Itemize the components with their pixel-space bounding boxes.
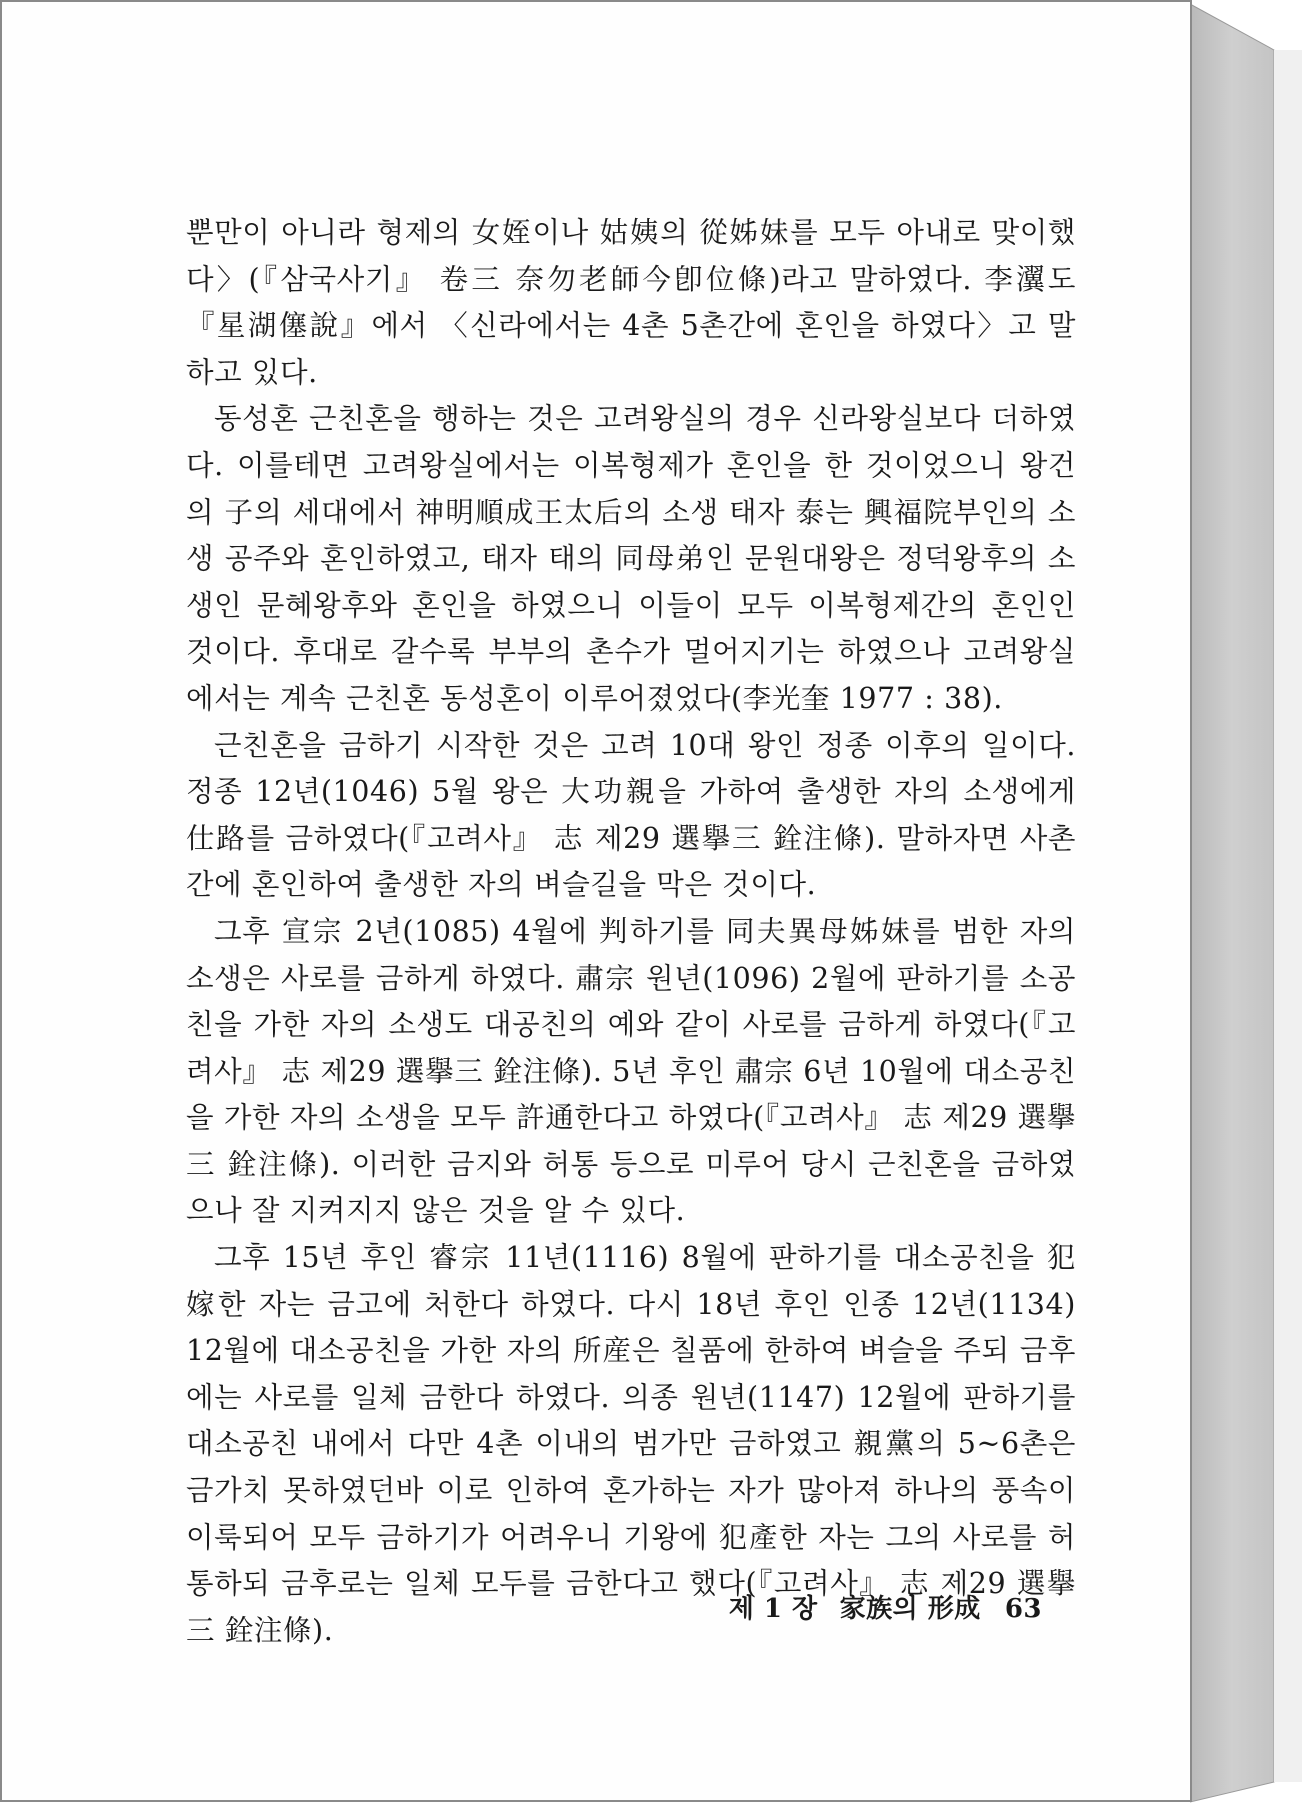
paragraph-1: 뿐만이 아니라 형제의 女姪이나 姑姨의 從姊妹를 모두 아내로 맞이했다〉(『삼국사기』 卷三 奈勿老師今卽位條)라고 말하였다. 李瀷도 『星湖僿說』에서 〈신라에서는 4촌 5촌간에 혼인을 하였다〉고 말하고 있다. <box>186 216 1076 389</box>
body-text <box>186 210 1076 1654</box>
paragraph-5: 그후 15년 후인 睿宗 11년(1116) 8월에 판하기를 대소공친을 犯嫁한 자는 금고에 처한다 하였다. 다시 18년 후인 인종 12년(1134) 12월에 대소공친을 가한 자의 所産은 칠품에 한하여 벼슬을 주되 금후에는 사로를 일체 금한다 하였다. 의종 원년(1147) 12월에 판하기를 대소공친 내에서 다만 4촌 이내의 범가만 금하였고 親黨의 5~6촌은 금가치 못하였던바 이로 인하여 혼가하는 자가 많아져 하나의 풍속이 이룩되어 모두 금하기가 어려우니 기왕에 犯產한 자는 그의 사로를 허통하되 금후로는 일체 모두를 금한다고 했다(『고려사』 志 제29 選擧三 銓注條). <box>186 1241 1076 1647</box>
book-side-edge <box>1190 0 1302 1806</box>
page-footer <box>729 1588 1042 1625</box>
chapter-title: 家族의 形成 <box>839 1594 981 1624</box>
paragraph-4: 그후 宣宗 2년(1085) 4월에 判하기를 同夫異母姊妹를 범한 자의 소생은 사로를 금하게 하였다. 肅宗 원년(1096) 2월에 판하기를 소공친을 가한 자의 소생도 대공친의 예와 같이 사로를 금하게 하였다(『고려사』 志 제29 選擧三 銓注條). 5년 후인 肅宗 6년 10월에 대소공친을 가한 자의 소생을 모두 許通한다고 하였다(『고려사』 志 제29 選擧三 銓注條). 이러한 금지와 허통 등으로 미루어 당시 근친혼을 금하였으나 잘 지켜지지 않은 것을 알 수 있다. <box>186 914 1076 1228</box>
chapter-label: 제 1 장 <box>728 1594 818 1624</box>
page-number: 63 <box>1004 1594 1042 1624</box>
paragraph-2: 동성혼 근친혼을 행하는 것은 고려왕실의 경우 신라왕실보다 더하였다. 이를테면 고려왕실에서는 이복형제가 혼인을 한 것이었으니 왕건의 子의 세대에서 神明順成王太后의 소생 태자 泰는 興福院부인의 소생 공주와 혼인하였고, 태자 태의 同母弟인 문원대왕은 정덕왕후의 소생인 문혜왕후와 혼인을 하였으니 이들이 모두 이복형제간의 혼인인 것이다. 후대로 갈수록 부부의 촌수가 멀어지기는 하였으나 고려왕실에서는 계속 근친혼 동성혼이 이루어졌었다(李光奎 1977 : 38). <box>186 402 1076 715</box>
paragraph-3: 근친혼을 금하기 시작한 것은 고려 10대 왕인 정종 이후의 일이다. 정종 12년(1046) 5월 왕은 大功親을 가하여 출생한 자의 소생에게 仕路를 금하였다(『고려사』 志 제29 選擧三 銓注條). 말하자면 사촌간에 혼인하여 출생한 자의 벼슬길을 막은 것이다. <box>186 728 1076 902</box>
